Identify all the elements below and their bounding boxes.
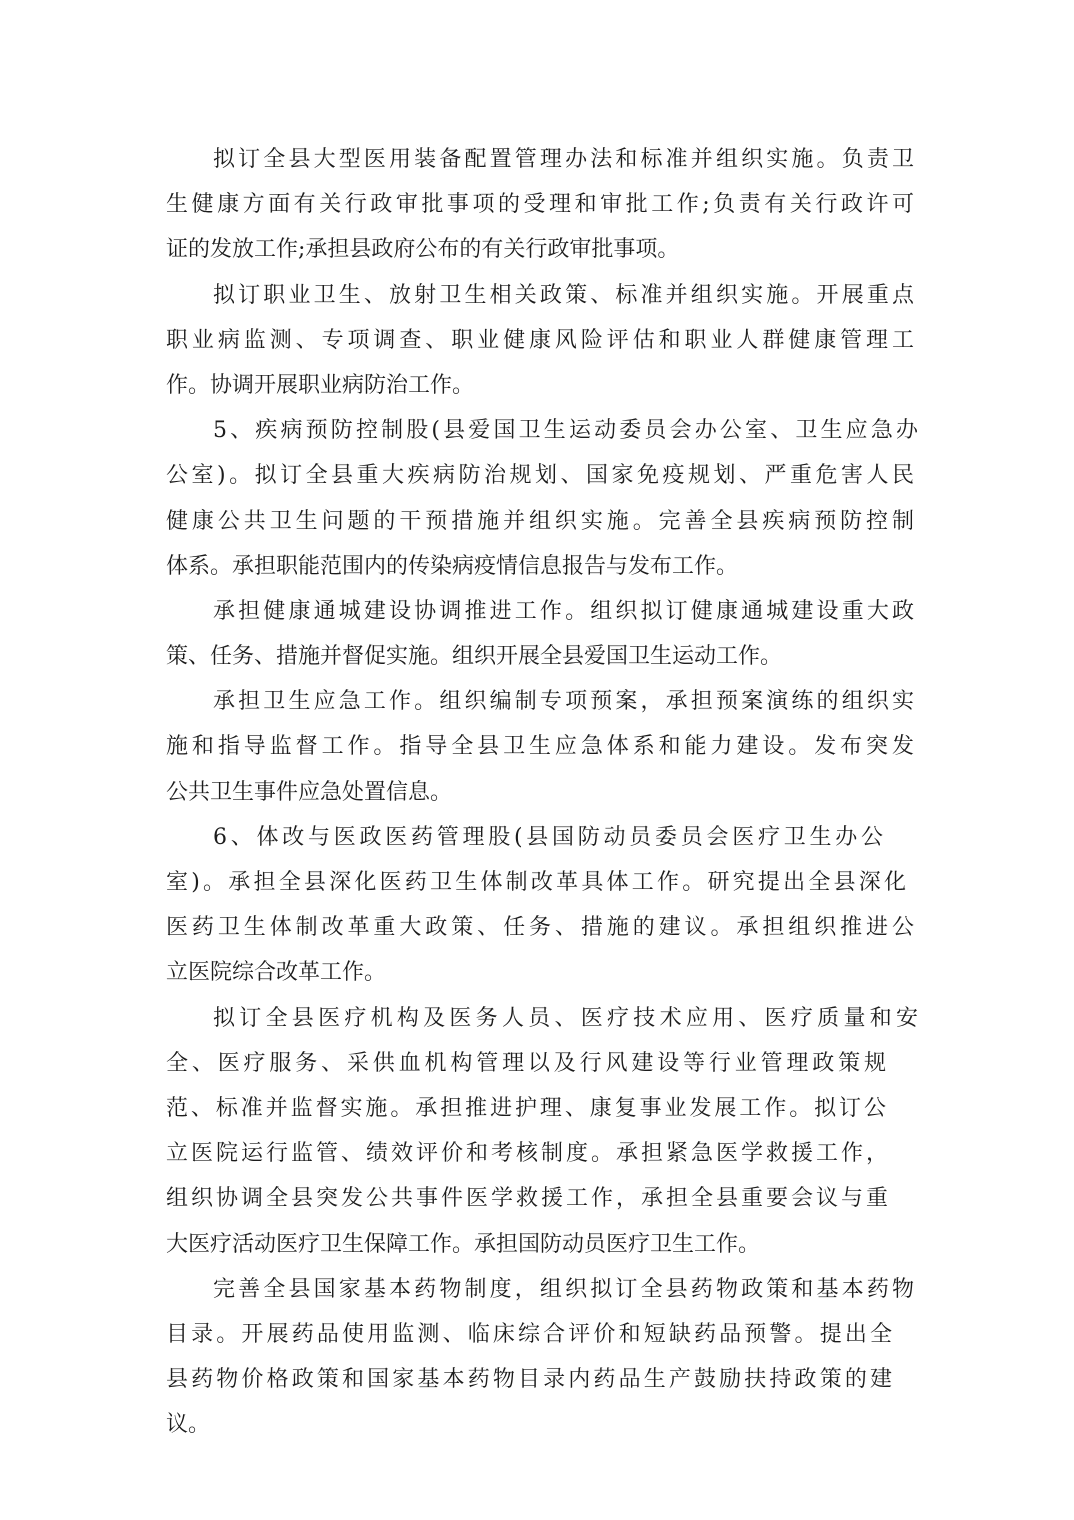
paragraph (166, 815, 914, 996)
text-line: 6、体改与医政医药管理股(县国防动员委员会医疗卫生办公 (213, 824, 883, 850)
text-line: 施和指导监督工作。指导全县卫生应急体系和能力建设。发布突发 (166, 734, 914, 760)
text-line: 策、任务、措施并督促实施。组织开展全县爱国卫生运动工作。 (166, 644, 783, 670)
text-line: 公室)。拟订全县重大疾病防治规划、国家免疫规划、严重危害人民 (166, 463, 914, 489)
paragraph (166, 137, 914, 273)
text-line: 拟订职业卫生、放射卫生相关政策、标准并组织实施。开展重点 (213, 282, 914, 308)
text-line: 生健康方面有关行政审批事项的受理和审批工作;负责有关行政许可 (166, 192, 914, 218)
paragraph (166, 996, 918, 1267)
text-line: 县药物价格政策和国家基本药物目录内药品生产鼓励扶持政策的建 (166, 1367, 892, 1393)
text-line: 承担健康通城建设协调推进工作。组织拟订健康通城建设重大政 (213, 598, 914, 624)
text-line: 大医疗活动医疗卫生保障工作。承担国防动员医疗卫生工作。 (166, 1231, 761, 1257)
text-line: 作。协调开展职业病防治工作。 (166, 372, 475, 398)
paragraph (166, 408, 918, 589)
text-line: 目录。开展药品使用监测、临床综合评价和短缺药品预警。提出全 (166, 1321, 892, 1347)
text-line: 全、医疗服务、采供血机构管理以及行风建设等行业管理政策规 (166, 1050, 886, 1076)
paragraph (166, 679, 914, 815)
text-line: 立医院综合改革工作。 (166, 960, 387, 986)
paragraph (166, 589, 914, 679)
text-line: 拟订全县医疗机构及医务人员、医疗技术应用、医疗质量和安 (213, 1005, 918, 1031)
text-line: 职业病监测、专项调查、职业健康风险评估和职业人群健康管理工 (166, 327, 914, 353)
text-line: 健康公共卫生问题的干预措施并组织实施。完善全县疾病预防控制 (166, 508, 914, 534)
text-line: 体系。承担职能范围内的传染病疫情信息报告与发布工作。 (166, 553, 739, 579)
text-line: 范、标准并监督实施。承担推进护理、康复事业发展工作。拟订公 (166, 1095, 886, 1121)
document-body (166, 137, 918, 1447)
paragraph (166, 1267, 914, 1448)
text-line: 立医院运行监管、绩效评价和考核制度。承担紧急医学救援工作， (166, 1141, 888, 1167)
text-line: 承担卫生应急工作。组织编制专项预案，承担预案演练的组织实 (213, 689, 914, 715)
text-line: 室)。承担全县深化医药卫生体制改革具体工作。研究提出全县深化 (166, 870, 906, 895)
text-line: 完善全县国家基本药物制度，组织拟订全县药物政策和基本药物 (213, 1276, 914, 1302)
text-line: 拟订全县大型医用装备配置管理办法和标准并组织实施。负责卫 (213, 147, 914, 172)
text-line: 组织协调全县突发公共事件医学救援工作，承担全县重要会议与重 (166, 1186, 888, 1212)
text-line: 公共卫生事件应急处置信息。 (166, 779, 453, 805)
text-line: 医药卫生体制改革重大政策、任务、措施的建议。承担组织推进公 (166, 915, 914, 941)
paragraph (166, 273, 914, 409)
text-line: 议。 (166, 1412, 211, 1438)
text-line: 证的发放工作;承担县政府公布的有关行政审批事项。 (166, 237, 680, 263)
text-line: 5、疾病预防控制股(县爱国卫生运动委员会办公室、卫生应急办 (213, 418, 918, 444)
